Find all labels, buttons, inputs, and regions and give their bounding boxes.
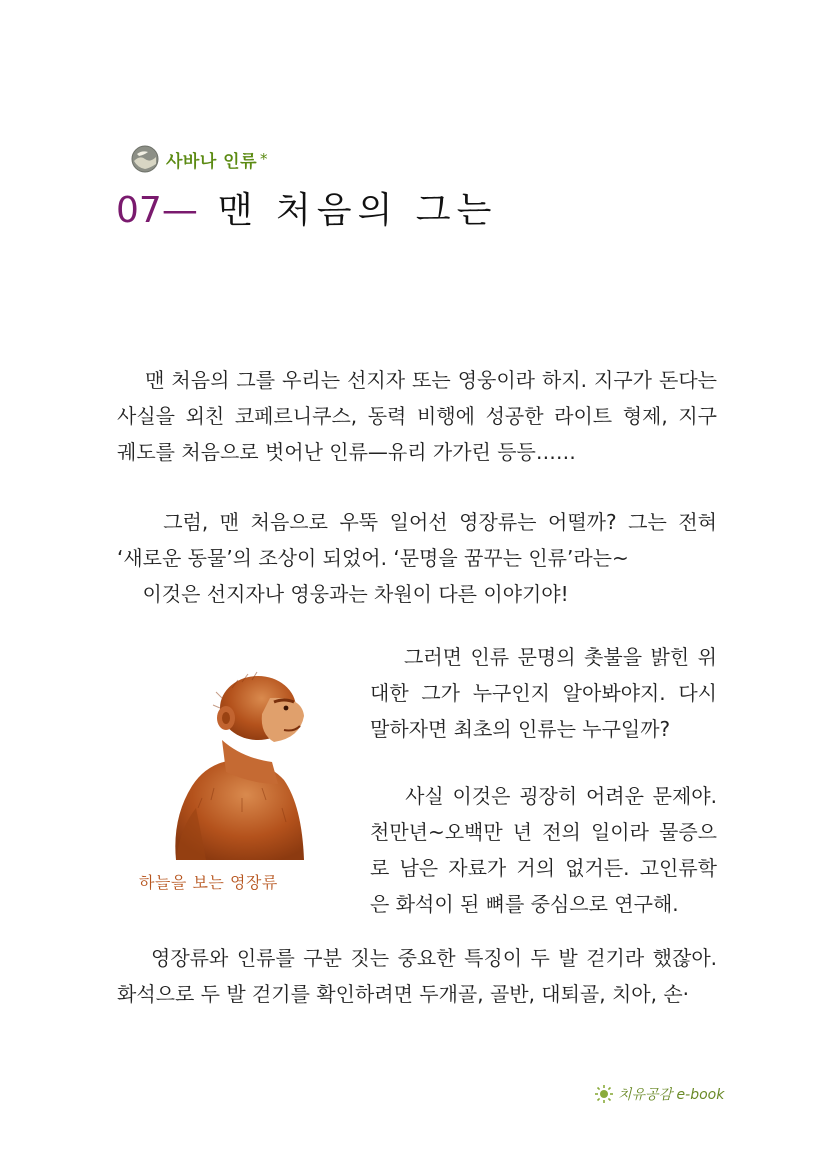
chapter-title bbox=[116, 182, 497, 238]
paragraph-5: 영장류와 인류를 구분 짓는 중요한 특징이 두 발 걷기라 했잖아. 화석으로 두 발 걷기를 확인하려면 두개골, 골반, 대퇴골, 치아, 손· bbox=[117, 946, 724, 1006]
footer-brand-text: 치유공감 e-book bbox=[618, 1087, 725, 1103]
footer-brand bbox=[594, 1082, 724, 1106]
paragraph-1: 맨 처음의 그를 우리는 선지자 또는 영웅이라 하지. 지구가 돈다는 사실을 외친 코페르니쿠스, 동력 비행에 성공한 라이트 형제, 지구 궤도를 처음으로 벗어난 인류—유리 가가린 등등…… bbox=[117, 368, 724, 464]
leaf-sun-icon bbox=[594, 1084, 614, 1104]
paragraph-3: 그러면 인류 문명의 촛불을 밝힌 위대한 그가 누구인지 알아봐야지. 다시 말하자면 최초의 인류는 누구일까? bbox=[370, 645, 724, 741]
chapter-number: 07 bbox=[116, 190, 162, 231]
chapter-dash: — bbox=[161, 190, 198, 231]
paragraph-2: 그럼, 맨 처음으로 우뚝 일어선 영장류는 어떨까? 그는 전혀 ‘새로운 동물’의 조상이 되었어. ‘문명을 꿈꾸는 인류’라는~ 이것은 선지자나 영웅과는 차원이 다른 이야기야! bbox=[117, 510, 717, 606]
paragraph-4: 사실 이것은 굉장히 어려운 문제야. 천만년~오백만 년 전의 일이라 물증으로 남은 자료가 거의 없거든. 고인류학은 화석이 된 뼈를 중심으로 연구해. bbox=[370, 784, 724, 916]
section-label-text: 사바나 인류 bbox=[166, 151, 258, 172]
section-label bbox=[130, 144, 268, 174]
section-star: * bbox=[260, 150, 268, 168]
photo-caption: 하늘을 보는 영장류 bbox=[139, 873, 278, 892]
chapter-heading: 맨 처음의 그는 bbox=[217, 190, 498, 231]
primate-photo bbox=[162, 668, 306, 860]
savanna-globe-icon bbox=[130, 144, 160, 174]
